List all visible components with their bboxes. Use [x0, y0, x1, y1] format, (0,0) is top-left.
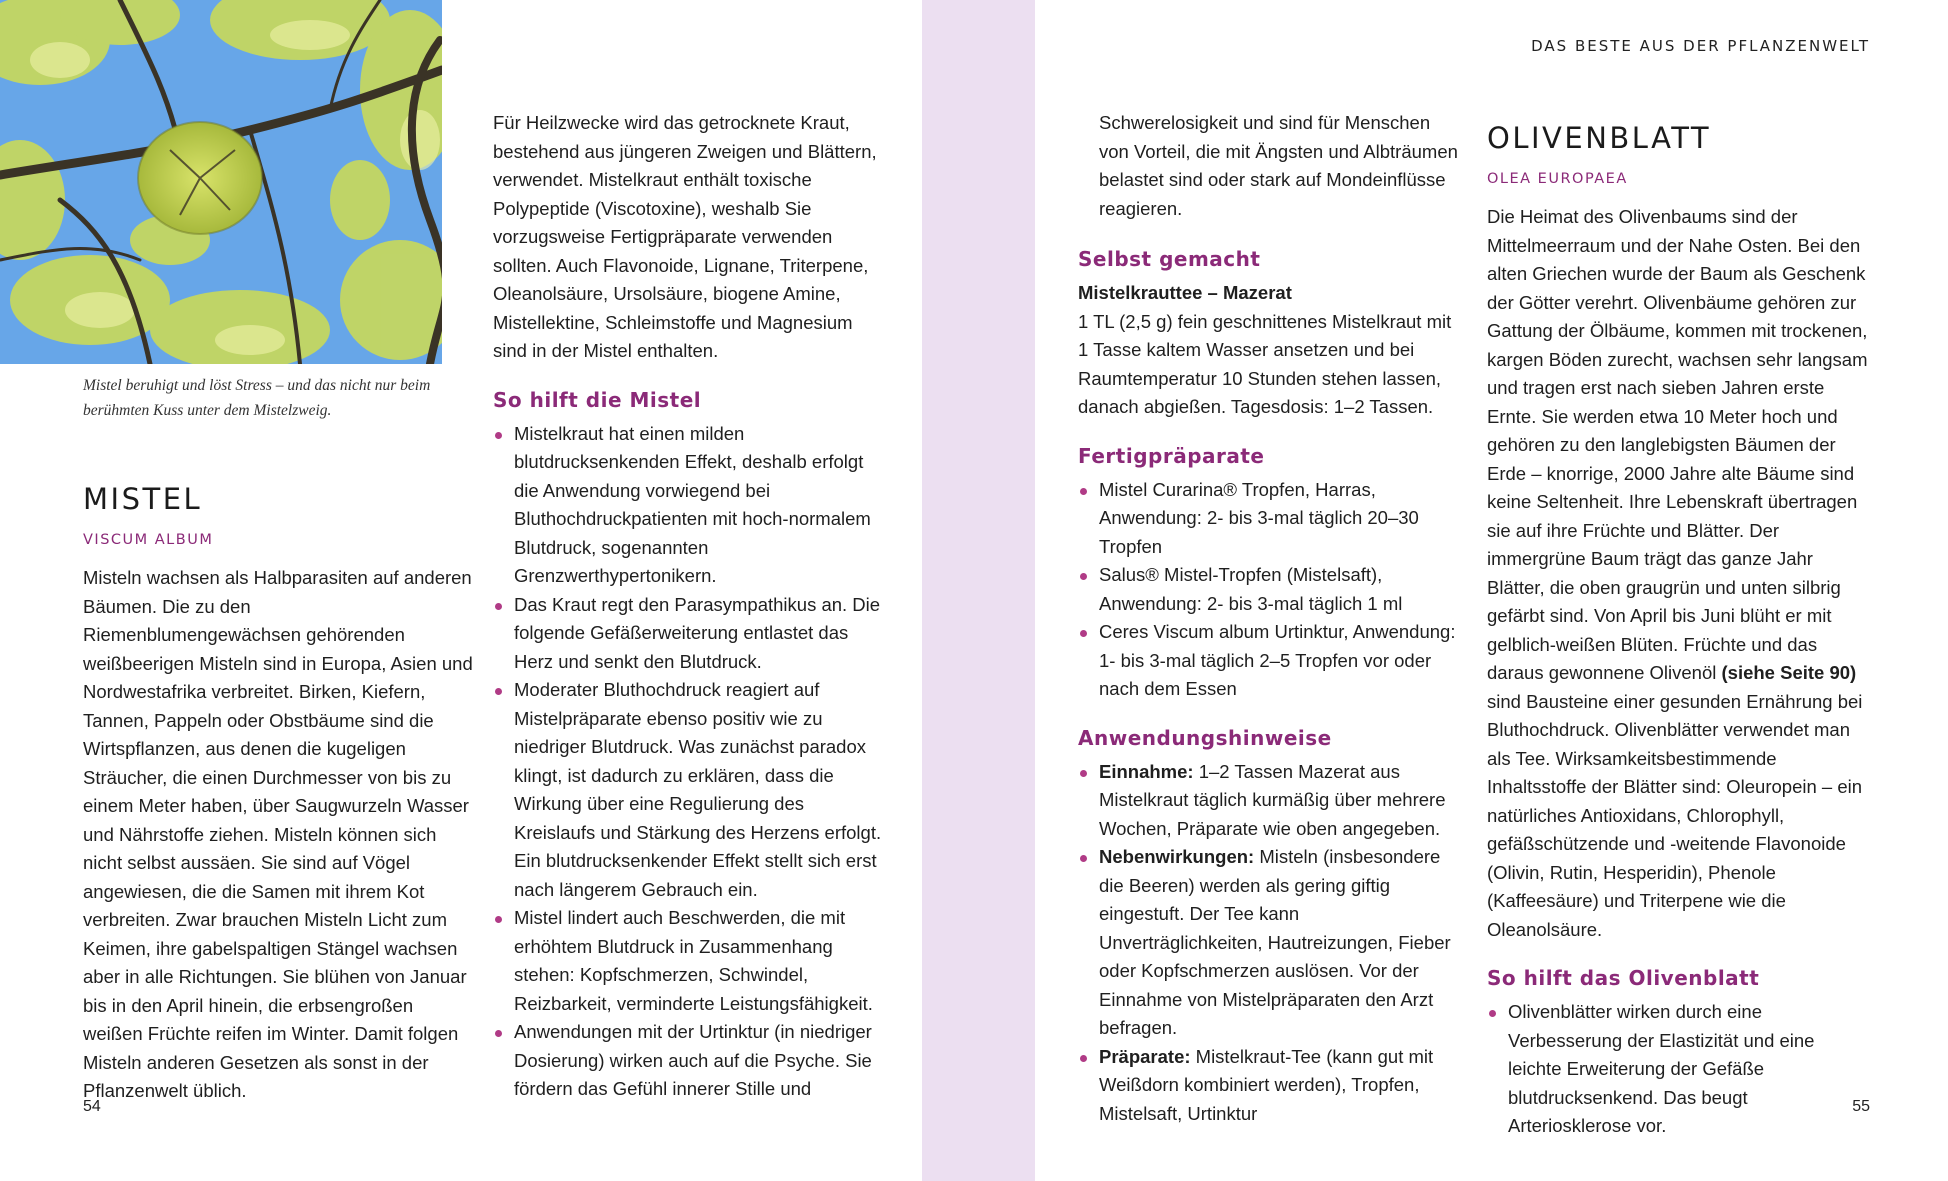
list-item: Ceres Viscum album Urtinktur, Anwendung: 1- bis 3-mal täglich 2–5 Tropfen vor oder nach dem Essen: [1078, 618, 1463, 704]
item-label: Einnahme:: [1099, 760, 1194, 782]
list-item: Mistelkraut hat einen milden blutdrucksenkenden Effekt, deshalb erfolgt die Anwendung vorwiegend bei Bluthochdruckpatienten mit hoch-normalem Blutdruck, sogenannten Grenzwerthypertonikern.: [493, 420, 883, 591]
anwendungshinweise-heading: Anwendungshinweise: [1078, 725, 1332, 750]
page-reference-link[interactable]: (siehe Seite 90): [1721, 662, 1857, 683]
list-item-continued: [1078, 109, 1463, 223]
item-label: Präparate:: [1099, 1045, 1191, 1067]
mistel-help-heading: So hilft die Mistel: [493, 387, 702, 412]
list-item: Mistel Curarina® Tropfen, Harras, Anwendung: 2- bis 3-mal täglich 20–30 Tropfen: [1078, 476, 1463, 562]
left-column-1: [83, 480, 473, 1106]
selbst-gemacht-heading: Selbst gemacht: [1078, 247, 1261, 271]
mistletoe-illustration: [0, 0, 442, 364]
right-column-1: [1078, 109, 1463, 1128]
olivenblatt-help-list: [1487, 998, 1872, 1141]
list-item: [1078, 758, 1463, 844]
fertigpraeparate-list: [1078, 476, 1463, 704]
list-item: [1078, 1043, 1463, 1129]
list-item: Salus® Mistel-Tropfen (Mistelsaft), Anwendung: 2- bis 3-mal täglich 1 ml: [1078, 561, 1463, 618]
page-gutter-band: [922, 0, 1035, 1181]
mistel-intro: Misteln wachsen als Halbparasiten auf anderen Bäumen. Die zu den Riemenblumengewächsen gehörenden weißbeerigen Misteln sind in Europa, Asien und Nordwestafrika verbreitet. Birken, Kiefern, Tannen, Pappeln oder Obstbäume sind die Wirtspflanzen, aus denen die kugeligen Sträucher, die einen Durchmesser von bis zu einem Meter haben, über Saugwurzeln Wasser und Nährstoffe ziehen. Misteln können sich nicht selbst aussäen. Sie sind auf Vögel angewiesen, die die Samen mit ihrem Kot verbreiten. Zwar brauchen Misteln Licht zum Keimen, ihre gabelspaltigen Stängel wachsen aber in alle Richtungen. Sie blühen von Januar bis in den April hinein, die erbsengroßen weißen Früchte reifen im Winter. Damit folgen Misteln anderen Gesetzen als sonst in der Pflanzenwelt üblich.: [83, 567, 473, 1101]
mistel-latin-name: VISCUM ALBUM: [83, 532, 214, 548]
mistel-help-list: [493, 420, 883, 1104]
list-item: Mistel lindert auch Beschwerden, die mit erhöhtem Blutdruck in Zusammenhang stehen: Kopfschmerzen, Schwindel, Reizbarkeit, verminderte Leistungsfähigkeit.: [493, 904, 883, 1018]
right-column-2: [1487, 119, 1872, 1141]
olivenblatt-intro: [1487, 203, 1872, 944]
list-item: Das Kraut regt den Parasympathikus an. Die folgende Gefäßerweiterung entlastet das Herz und senkt den Blutdruck.: [493, 591, 883, 677]
left-column-2: [493, 109, 883, 1104]
item-text: 1–2 Tassen Mazerat aus Mistelkraut täglich kurmäßig über mehrere Wochen, Präparate wie oben angegeben.: [1099, 760, 1446, 839]
olive-text-b: sind Bausteine einer gesunden Ernährung bei Bluthochdruck. Olivenblätter verwendet man als Tee. Wirksamkeitsbestimmende Inhaltsstoffe der Blätter sind: Oleuropein – ein natürliches Antioxidans, Chlorophyll, gefäßschützende und -weitende Flavonoide (Olivin, Rutin, Hesperidin), Phenole (Kaffeesäure) und Triterpene wie die Oleanolsäure.: [1487, 690, 1863, 940]
list-item: Moderater Bluthochdruck reagiert auf Mistelpräparate ebenso positiv wie zu niedriger Blutdruck. Was zunächst paradox klingt, ist dadurch zu erklären, dass die Wirkung über eine Regulierung des Kreislaufs und Stärkung des Herzens erfolgt. Ein blutdrucksenkender Effekt stellt sich erst nach längerem Gebrauch ein.: [493, 676, 883, 904]
mistel-usage-paragraph: Für Heilzwecke wird das getrocknete Kraut, bestehend aus jüngeren Zweigen und Blättern, verwendet. Mistelkraut enthält toxische Polypeptide (Viscotoxine), weshalb Sie vorzugsweise Fertigpräparate verwenden sollten. Auch Flavonoide, Lignane, Triterpene, Oleanolsäure, Ursolsäure, biogene Amine, Mistellektine, Schleimstoffe und Magnesium sind in der Mistel enthalten.: [493, 112, 877, 361]
continuation-list: [1078, 109, 1463, 223]
list-item: Olivenblätter wirken durch eine Verbesserung der Elastizität und eine leichte Erweiterung der Gefäße blutdrucksenkend. Das beugt Arteriosklerose vor.: [1487, 998, 1872, 1141]
photo-caption: Mistel beruhigt und löst Stress – und das nicht nur beim berühmten Kuss unter dem Mistelzweig.: [83, 377, 431, 419]
list-item: Anwendungen mit der Urtinktur (in niedriger Dosierung) wirken auch auf die Psyche. Sie fördern das Gefühl innerer Stille und: [493, 1018, 883, 1104]
mistletoe-photo: [0, 0, 442, 364]
olivenblatt-latin-name: OLEA EUROPAEA: [1487, 171, 1628, 187]
olive-text-a: Die Heimat des Olivenbaums sind der Mittelmeerraum und der Nahe Osten. Bei den alten Griechen wurde der Baum als Geschenk der Götter verehrt. Olivenbäume gehören zur Gattung der Ölbäume, kommen mit trockenen, kargen Böden zurecht, wachsen sehr langsam und tragen erst nach sieben Jahren erste Ernte. Sie werden etwa 10 Meter hoch und gehören zu den langlebigsten Bäumen der Erde – knorrige, 2000 Jahre alte Bäume sind keine Seltenheit. Ihre Lebenskraft übertragen sie auf ihre Früchte und Blätter. Der immergrüne Baum trägt das ganze Jahr Blätter, die oben graugrün und unten silbrig gefärbt sind. Von April bis Juni blüht er mit gelblich-weißen Blüten. Früchte und das daraus gewonnene Olivenöl: [1487, 206, 1868, 683]
olivenblatt-help-heading: So hilft das Olivenblatt: [1487, 966, 1760, 990]
continuation-text: Schwerelosigkeit und sind für Menschen von Vorteil, die mit Ängsten und Albträumen belastet sind oder stark auf Mondeinflüsse reagieren.: [1099, 112, 1458, 219]
anwendungshinweise-list: [1078, 758, 1463, 1129]
recipe-text: 1 TL (2,5 g) fein geschnittenes Mistelkraut mit 1 Tasse kaltem Wasser ansetzen und bei Raumtemperatur 10 Stunden stehen lassen, danach abgießen. Tagesdosis: 1–2 Tassen.: [1078, 310, 1452, 417]
page-number-left: 54: [83, 1098, 101, 1115]
item-label: Nebenwirkungen:: [1099, 846, 1255, 867]
list-item: [1078, 843, 1463, 1043]
mistel-title: MISTEL: [83, 482, 203, 516]
page-number-right: 55: [1852, 1098, 1870, 1115]
olivenblatt-title: OLIVENBLATT: [1487, 121, 1712, 155]
running-header: DAS BESTE AUS DER PFLANZENWELT: [1531, 37, 1870, 55]
fertigpraeparate-heading: Fertigpräparate: [1078, 443, 1265, 468]
item-text: Mistelkraut-Tee (kann gut mit Weißdorn kombiniert werden), Tropfen, Mistelsaft, Urtinktur: [1099, 1045, 1434, 1124]
recipe-title: Mistelkrauttee – Mazerat: [1078, 282, 1292, 303]
item-text: Misteln (insbesondere die Beeren) werden als gering giftig eingestuft. Der Tee kann Unverträglichkeiten, Hautreizungen, Fieber oder Kopfschmerzen auslösen. Vor der Einnahme von Mistelpräparaten den Arzt befragen.: [1099, 846, 1451, 1038]
